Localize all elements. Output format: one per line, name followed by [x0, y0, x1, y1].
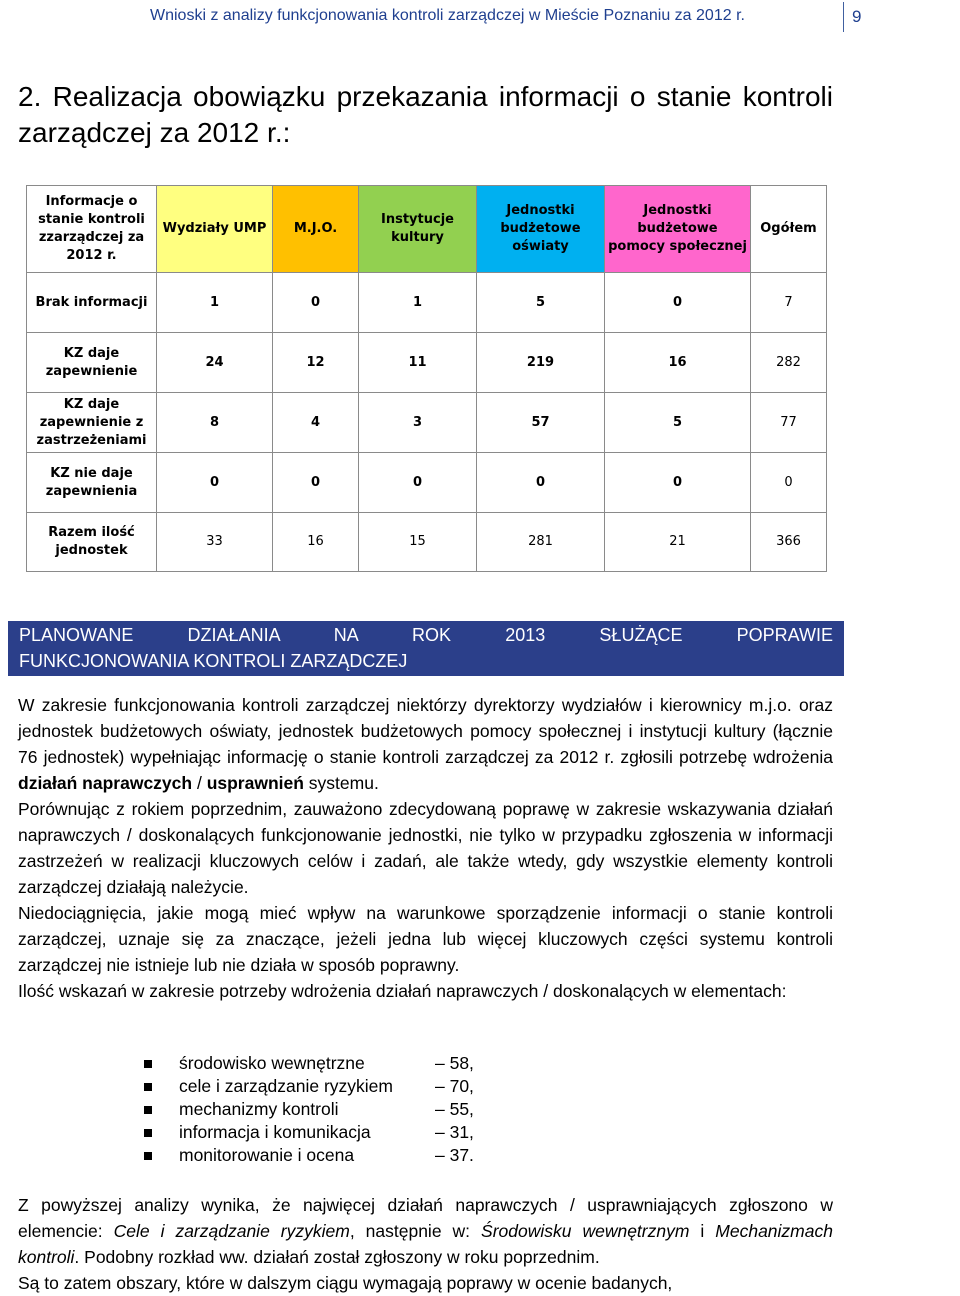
planned-actions-banner — [8, 621, 844, 676]
body-text — [18, 692, 833, 1004]
list-item-value: – 55, — [435, 1099, 474, 1119]
paragraph-conclusion — [18, 1192, 833, 1270]
table-cell: 5 — [605, 393, 751, 453]
table-cell: 219 — [477, 333, 605, 393]
table-cell: 77 — [751, 393, 827, 453]
control-status-table — [26, 185, 826, 570]
square-bullet-icon — [144, 1060, 152, 1068]
italic-text: Środowisku wewnętrznym — [481, 1221, 690, 1241]
table-cell: 33 — [157, 513, 273, 572]
list-item-label: monitorowanie i ocena — [179, 1145, 355, 1165]
table-cell: 0 — [477, 453, 605, 513]
table-cell: 12 — [273, 333, 359, 393]
table-cell: 21 — [605, 513, 751, 572]
elements-list — [144, 1052, 474, 1167]
row-header: KZ daje zapewnienie — [27, 333, 157, 393]
text-run: , następnie w: — [349, 1221, 482, 1241]
table-cell: 282 — [751, 333, 827, 393]
text-run: Z powyższej analizy wynika, że najwięcej działań naprawczych / usprawniających zgłoszono w elemencie: — [18, 1195, 833, 1241]
table-cell: 281 — [477, 513, 605, 572]
table-cell: 16 — [273, 513, 359, 572]
italic-text: Mechanizmach kontroli — [18, 1221, 833, 1267]
table-cell: 0 — [751, 453, 827, 513]
text-run: systemu. — [303, 773, 379, 793]
table-cell: 0 — [605, 453, 751, 513]
list-item-value: – 58, — [435, 1053, 474, 1073]
list-item — [144, 1098, 474, 1121]
text-run: . Podobny rozkład ww. działań został zgłoszony w roku poprzednim. — [74, 1247, 600, 1267]
paragraph-comparison: Porównując z rokiem poprzednim, zauważono zdecydowaną poprawę w zakresie wskazywania działań naprawczych / doskonalących funkcjonowanie jednostki, nie tylko w przypadku zgłoszenia w informacji zastrzeżeń w realizacji kluczowych celów i zadań, ale także wtedy, gdy wszystkie elementy kontroli zarządczej działają należycie. — [18, 799, 833, 897]
table-cell: 7 — [751, 273, 827, 333]
paragraph-intro — [18, 692, 833, 796]
table-cell: 15 — [359, 513, 477, 572]
page-number: 9 — [843, 2, 867, 32]
column-header: Instytucje kultury — [359, 186, 477, 273]
table-row — [27, 393, 827, 453]
paragraph-shortcomings: Niedociągnięcia, jakie mogą mieć wpływ na warunkowe sporządzenie informacji o stanie kontroli zarządczej, uznaje się za znaczące, jeżeli jedna lub więcej kluczowych części systemu kontroli zarządczej nie istnieje lub nie działa w sposób poprawny. — [18, 903, 833, 975]
list-item-value: – 37. — [435, 1145, 474, 1165]
table-cell: 1 — [157, 273, 273, 333]
list-item — [144, 1075, 474, 1098]
table-row-total — [27, 513, 827, 572]
table-cell: 3 — [359, 393, 477, 453]
table-cell: 0 — [273, 453, 359, 513]
text-run: W zakresie funkcjonowania kontroli zarządczej niektórzy dyrektorzy wydziałów i kierownicy m.j.o. oraz jednostek budżetowych oświaty, jednostek budżetowych pomocy społecznej i instytucji kultury (łącznie 76 jednostek) wypełniając informację o stanie kontroli zarządczej za 2012 r. zgłosili potrzebę wdrożenia — [18, 695, 833, 767]
column-header: M.J.O. — [273, 186, 359, 273]
text-run: / — [192, 773, 207, 793]
table-cell: 1 — [359, 273, 477, 333]
table-row — [27, 333, 827, 393]
square-bullet-icon — [144, 1129, 152, 1137]
square-bullet-icon — [144, 1106, 152, 1114]
row-header: Razem ilość jednostek — [27, 513, 157, 572]
table-cell: 5 — [477, 273, 605, 333]
banner-title-line2: FUNKCJONOWANIA KONTROLI ZARZĄDCZEJ — [19, 651, 408, 671]
column-header: Jednostki budżetowe oświaty — [477, 186, 605, 273]
document-title: Wnioski z analizy funkcjonowania kontroli zarządczej w Mieście Poznaniu za 2012 r. — [150, 7, 745, 24]
square-bullet-icon — [144, 1152, 152, 1160]
table-cell: 57 — [477, 393, 605, 453]
list-item-value: – 31, — [435, 1122, 474, 1142]
banner-title-line1: PLANOWANE DZIAŁANIA NA ROK 2013 SŁUŻĄCE POPRAWIE — [19, 625, 833, 645]
table-cell: 11 — [359, 333, 477, 393]
table-corner-cell: Informacje o stanie kontroli zzarządczej za 2012 r. — [27, 186, 157, 273]
table-cell: 16 — [605, 333, 751, 393]
table-row — [27, 273, 827, 333]
row-header: KZ nie daje zapewnienia — [27, 453, 157, 513]
square-bullet-icon — [144, 1083, 152, 1091]
page-header — [0, 0, 960, 34]
list-item-label: cele i zarządzanie ryzykiem — [179, 1076, 393, 1096]
paragraph-areas: Są to zatem obszary, które w dalszym ciągu wymagają poprawy w ocenie badanych, — [18, 1273, 673, 1293]
table-row — [27, 453, 827, 513]
paragraph-indications: Ilość wskazań w zakresie potrzeby wdrożenia działań naprawczych / doskonalących w elementach: — [18, 981, 787, 1001]
list-item-label: mechanizmy kontroli — [179, 1099, 339, 1119]
table-header-row — [27, 186, 827, 273]
column-header: Ogółem — [751, 186, 827, 273]
column-header: Wydziały UMP — [157, 186, 273, 273]
table-cell: 4 — [273, 393, 359, 453]
list-item — [144, 1052, 474, 1075]
list-item — [144, 1144, 474, 1167]
list-item-label: środowisko wewnętrzne — [179, 1053, 365, 1073]
table-cell: 24 — [157, 333, 273, 393]
list-item-value: – 70, — [435, 1076, 474, 1096]
row-header: Brak informacji — [27, 273, 157, 333]
table-cell: 0 — [359, 453, 477, 513]
emphasis-text: działań naprawczych — [18, 773, 193, 793]
status-table — [26, 185, 827, 572]
emphasis-text: usprawnień — [206, 773, 304, 793]
table-cell: 0 — [605, 273, 751, 333]
italic-text: Cele i zarządzanie ryzykiem — [113, 1221, 350, 1241]
text-run: i — [689, 1221, 716, 1241]
row-header: KZ daje zapewnienie z zastrzeżeniami — [27, 393, 157, 453]
table-cell: 366 — [751, 513, 827, 572]
table-cell: 8 — [157, 393, 273, 453]
list-item-label: informacja i komunikacja — [179, 1122, 371, 1142]
column-header: Jednostki budżetowe pomocy społecznej — [605, 186, 751, 273]
table-cell: 0 — [157, 453, 273, 513]
list-item — [144, 1121, 474, 1144]
table-cell: 0 — [273, 273, 359, 333]
section-heading: 2. Realizacja obowiązku przekazania informacji o stanie kontroli zarządczej za 2012 r.: — [18, 81, 833, 148]
body-text-conclusion — [18, 1192, 833, 1296]
